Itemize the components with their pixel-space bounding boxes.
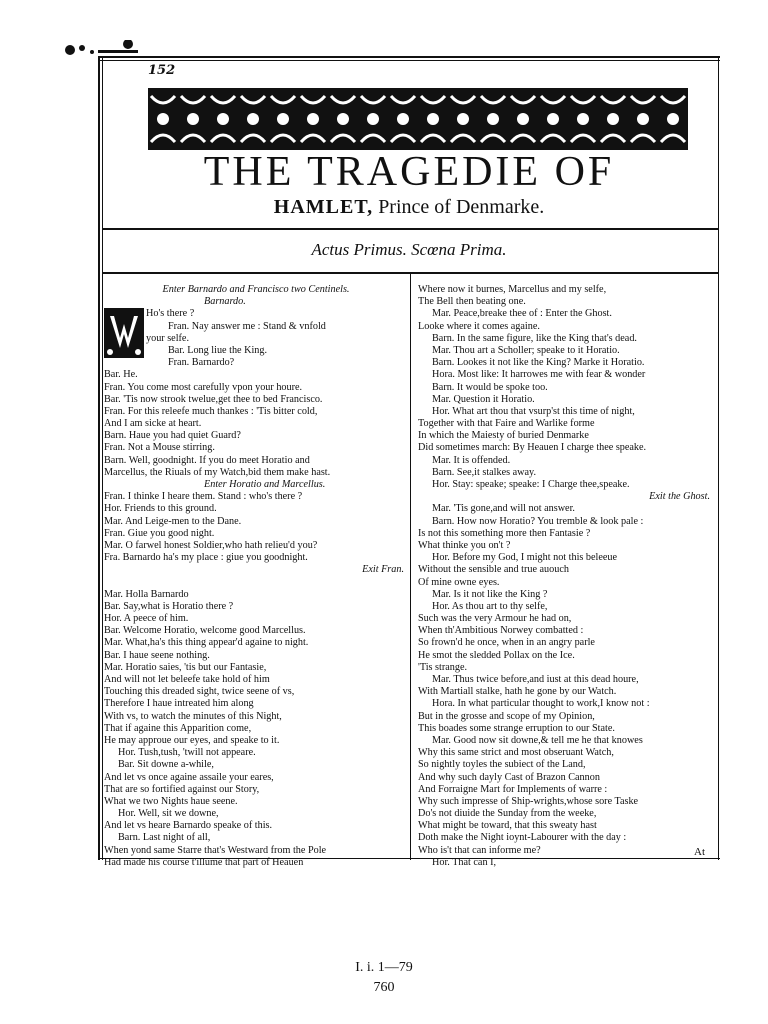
verse-line: And why such dayly Cast of Brazon Cannon: [418, 771, 600, 783]
folio-page: [98, 52, 720, 868]
verse-line: [104, 577, 408, 589]
verse-line: Mar. Is it not like the King ?: [432, 588, 548, 600]
verse-line: With Martiall stalke, hath he gone by our Watch.: [418, 686, 617, 698]
verse-line: Is not this something more then Fantasie ?: [418, 527, 591, 539]
verse-line: 'Tis strange.: [418, 661, 468, 673]
verse-line: With vs, to watch the minutes of this Night,: [104, 710, 282, 722]
verse-line: Do's not diuide the Sunday from the weeke,: [418, 808, 597, 820]
ornament-boss: [457, 113, 469, 125]
verse-line: Mar. Thou art a Scholler; speake to it Horatio.: [432, 344, 620, 356]
verse-line: And Forraigne Mart for Implements of warre :: [418, 783, 608, 795]
verse-line: Together with that Faire and Warlike forme: [418, 418, 595, 430]
right-text-column: [418, 284, 714, 869]
verse-line: Fra. Barnardo ha's my place : giue you goodnight.: [104, 552, 308, 564]
ornament-boss: [337, 113, 349, 125]
ornament-boss: [517, 113, 529, 125]
ornament-boss: [577, 113, 589, 125]
subtitle-rest: Prince of Denmarke.: [378, 196, 545, 218]
verse-line: And I am sicke at heart.: [104, 418, 202, 430]
stage-direction: Barnardo.: [204, 296, 246, 308]
verse-line: Fran. Nay answer me : Stand & vnfold: [168, 320, 326, 332]
left-text-column: [104, 284, 408, 869]
ornament-boss: [637, 113, 649, 125]
ornament-boss: [547, 113, 559, 125]
verse-line: Bar. He.: [104, 369, 138, 381]
verse-line: So frown'd he once, when in an angry parle: [418, 637, 595, 649]
verse-line: Barn. See,it stalkes away.: [432, 466, 537, 478]
page-number: 152: [148, 63, 176, 78]
verse-line: Hor. That can I,: [432, 856, 497, 868]
verse-line: Hor. Tush,tush, 'twill not appeare.: [118, 747, 256, 759]
verse-line: Hor. As thou art to thy selfe,: [432, 600, 548, 612]
verse-line: Bar. I haue seene nothing.: [104, 649, 210, 661]
ornament-boss: [157, 113, 169, 125]
verse-line: Mar. Question it Horatio.: [432, 393, 535, 405]
verse-line: When yond same Starre that's Westward from the Pole: [104, 844, 327, 856]
verse-line: Without the sensible and true auouch: [418, 564, 569, 576]
ink-blot-icon: [62, 40, 142, 64]
play-subtitle: [98, 196, 720, 219]
verse-line: Marcellus, the Riuals of my Watch,bid them make hast.: [104, 466, 331, 478]
verse-line: What we two Nights haue seene.: [104, 795, 238, 807]
stage-direction: Enter Barnardo and Francisco two Centinels.: [162, 284, 350, 295]
verse-line: Why such impresse of Ship-wrights,whose sore Taske: [418, 795, 639, 807]
verse-line: Fran. Barnardo?: [168, 357, 235, 369]
verse-line: Mar. O farwel honest Soldier,who hath relieu'd you?: [104, 539, 318, 551]
verse-line: Mar. What,ha's this thing appear'd againe to night.: [104, 637, 309, 649]
verse-line: Touching this dreaded sight, twice seene of vs,: [104, 686, 295, 698]
verse-line: Hor. A peece of him.: [104, 613, 189, 625]
verse-line: your selfe.: [146, 332, 189, 344]
verse-line: Hor. Stay: speake; speake: I Charge thee,speake.: [432, 479, 630, 490]
verse-line: Bar. 'Tis now strook twelue,get thee to bed Francisco.: [104, 393, 323, 405]
verse-line: Barn. In the same figure, like the King that's dead.: [432, 332, 637, 344]
verse-line: Such was the very Armour he had on,: [418, 613, 572, 625]
verse-line: Therefore I haue intreated him along: [104, 698, 254, 710]
column-divider: [410, 274, 411, 860]
verse-line: Fran. Giue you good night.: [104, 527, 215, 539]
verse-line: Mar. Peace,breake thee of : Enter the Ghost.: [432, 308, 612, 320]
verse-line: Hor. Before my God, I might not this beleeue: [432, 552, 618, 564]
ornament-boss: [307, 113, 319, 125]
verse-line: Mar. Horatio saies, 'tis but our Fantasie,: [104, 661, 267, 673]
verse-line: Fran. For this releefe much thankes : 'Tis bitter cold,: [104, 405, 318, 417]
verse-line: Fran. Not a Mouse stirring.: [104, 442, 215, 454]
verse-line: Had made his course t'illume that part of Heauen: [104, 856, 304, 868]
ornament-boss: [187, 113, 199, 125]
verse-line: Fran. You come most carefully vpon your houre.: [104, 381, 303, 393]
verse-line: And will not let beleefe take hold of him: [104, 674, 270, 685]
subtitle-name: HAMLET,: [273, 196, 374, 218]
act-scene-heading: Actus Primus. Scœna Prima.: [311, 240, 507, 259]
verse-line: Mar. And Leige-men to the Dane.: [104, 515, 242, 527]
frame-rule-top-inner: [98, 60, 720, 61]
play-title: THE TRAGEDIE OF: [203, 149, 615, 195]
verse-line: Where now it burnes, Marcellus and my selfe,: [418, 284, 607, 295]
verse-line: Barn. Lookes it not like the King? Marke it Horatio.: [432, 357, 645, 369]
verse-line: Mar. It is offended.: [432, 454, 511, 466]
verse-line: Barn. How now Horatio? You tremble & look pale :: [432, 515, 644, 527]
verse-line: He may approue our eyes, and speake to it.: [104, 734, 280, 746]
verse-line: Hor. Friends to this ground.: [104, 503, 217, 515]
verse-line: Who is't that can informe me?: [418, 844, 541, 856]
catchword: At: [694, 846, 705, 858]
verse-line: Bar. Long liue the King.: [168, 344, 268, 356]
verse-line: Barn. Last night of all,: [118, 832, 211, 844]
verse-line: Mar. Thus twice before,and iust at this dead houre,: [432, 674, 639, 685]
verse-line: Looke where it comes againe.: [418, 320, 540, 332]
decorated-initial-icon: [104, 308, 144, 358]
ornament-boss: [397, 113, 409, 125]
verse-line: The Bell then beating one.: [418, 296, 526, 308]
verse-line: That if againe this Apparition come,: [104, 722, 252, 734]
verse-line: And let vs heare Barnardo speake of this.: [104, 820, 273, 832]
verse-line: Mar. 'Tis gone,and will not answer.: [432, 503, 575, 515]
verse-line: Barn. Well, goodnight. If you do meet Horatio and: [104, 454, 310, 466]
verse-line: Fran. I thinke I heare them. Stand : who's there ?: [104, 491, 303, 503]
verse-line: Of mine owne eyes.: [418, 576, 500, 588]
ornament-boss: [607, 113, 619, 125]
verse-line: Mar. Good now sit downe,& tell me he that knowes: [432, 734, 643, 746]
verse-line: But in the grosse and scope of my Opinion,: [418, 710, 595, 722]
verse-line: Bar. Sit downe a-while,: [118, 759, 214, 771]
verse-line: This boades some strange erruption to our State.: [418, 722, 615, 734]
stage-direction: Enter Horatio and Marcellus.: [204, 479, 326, 490]
title-rule: [102, 228, 718, 230]
stage-direction: Exit the Ghost.: [649, 491, 710, 503]
verse-line: Bar. Welcome Horatio, welcome good Marcellus.: [104, 625, 306, 637]
headpiece-ornament-icon: [148, 88, 688, 150]
ornament-boss: [487, 113, 499, 125]
verse-line: Why this same strict and most obseruant Watch,: [418, 747, 614, 759]
verse-line: What thinke you on't ?: [418, 539, 511, 551]
verse-line: Did sometimes march: By Heauen I charge thee speake.: [418, 442, 647, 454]
verse-line: And let vs once againe assaile your eares,: [104, 771, 274, 783]
line-reference: I. i. 1—79: [355, 960, 413, 975]
ornament-boss: [367, 113, 379, 125]
verse-line: Barn. It would be spoke too.: [432, 381, 548, 393]
frame-rule-top: [98, 56, 720, 58]
verse-line: Hor. What art thou that vsurp'st this time of night,: [432, 405, 635, 417]
verse-line: So nightly toyles the subiect of the Land,: [418, 759, 586, 771]
ornament-boss: [247, 113, 259, 125]
verse-line: Ho's there ?: [146, 308, 195, 320]
ornament-boss: [427, 113, 439, 125]
verse-line: Hora. In what particular thought to work,I know not :: [432, 698, 650, 710]
folio-number: 760: [373, 980, 395, 995]
verse-line: Hora. Most like: It harrowes me with fear & wonder: [432, 369, 646, 381]
verse-line: When th'Ambitious Norwey combatted :: [418, 625, 584, 637]
ornament-boss: [217, 113, 229, 125]
stage-direction: Exit Fran.: [362, 564, 404, 576]
ornament-boss: [277, 113, 289, 125]
verse-line: What might be toward, that this sweaty hast: [418, 820, 597, 832]
ornament-boss: [667, 113, 679, 125]
verse-line: He smot the sledded Pollax on the Ice.: [418, 649, 575, 661]
verse-line: Barn. Haue you had quiet Guard?: [104, 430, 241, 442]
verse-line: Doth make the Night ioynt-Labourer with the day :: [418, 832, 627, 844]
verse-line: In which the Maiesty of buried Denmarke: [418, 430, 589, 442]
verse-line: Bar. Say,what is Horatio there ?: [104, 600, 234, 612]
verse-line: That are so fortified against our Story,: [104, 783, 260, 795]
verse-line: Mar. Holla Barnardo: [104, 588, 189, 600]
verse-line: Hor. Well, sit we downe,: [118, 808, 219, 820]
